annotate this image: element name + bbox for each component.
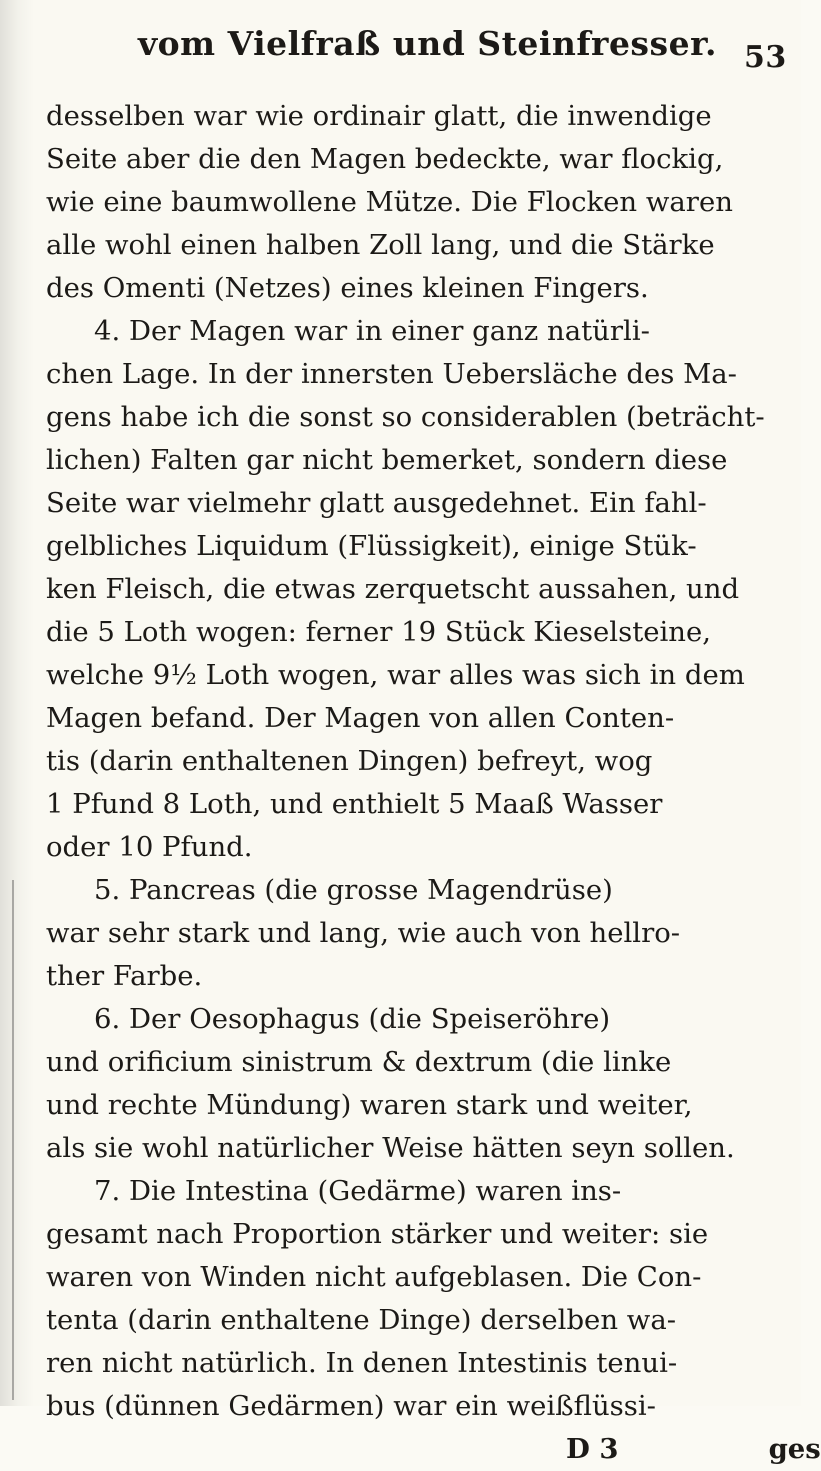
text-line: die 5 Loth wogen: ferner 19 Stück Kieselsteine, [46, 616, 712, 648]
text-line: und rechte Mündung) waren stark und weiter, [46, 1089, 693, 1121]
text-line: 7. Die Intestina (Gedärme) waren ins- [94, 1175, 622, 1207]
text-line: des Omenti (Netzes) eines kleinen Fingers. [46, 272, 649, 304]
gutter-shadow [12, 880, 14, 1400]
text-line: war sehr stark und lang, wie auch von hellro- [46, 917, 681, 949]
text-line: Magen befand. Der Magen von allen Conten- [46, 702, 675, 734]
catchword: ges [768, 1433, 821, 1465]
running-header [138, 18, 787, 78]
text-line: tenta (darin enthaltene Dinge) derselben wa- [46, 1304, 677, 1336]
text-line: Seite aber die den Magen bedeckte, war flockig, [46, 143, 724, 175]
running-title: vom Vielfraß und Steinfresser. [138, 24, 717, 63]
text-line: chen Lage. In der innersten Uebersläche des Ma- [46, 358, 737, 390]
text-line: 6. Der Oesophagus (die Speiseröhre) [94, 1003, 611, 1035]
text-line: ren nicht natürlich. In denen Intestinis tenui- [46, 1347, 678, 1379]
text-line: ken Fleisch, die etwas zerquetscht aussahen, und [46, 573, 740, 605]
text-line: bus (dünnen Gedärmen) war ein weißflüssi- [46, 1390, 656, 1422]
signature-mark: D 3 [566, 1433, 619, 1465]
text-line: tis (darin enthaltenen Dingen) befreyt, wog [46, 745, 653, 777]
page-number: 53 [744, 40, 787, 75]
text-line: alle wohl einen halben Zoll lang, und die Stärke [46, 229, 715, 261]
text-line: welche 9½ Loth wogen, war alles was sich in dem [46, 659, 745, 691]
catchline [46, 1428, 821, 1471]
text-line: 4. Der Magen war in einer ganz natürli- [94, 315, 650, 347]
text-line: oder 10 Pfund. [46, 831, 253, 863]
text-line: Seite war vielmehr glatt ausgedehnet. Ein fahl- [46, 487, 707, 519]
text-line: gesamt nach Proportion stärker und weiter: sie [46, 1218, 709, 1250]
text-line: als sie wohl natürlicher Weise hätten seyn sollen. [46, 1132, 735, 1164]
text-line: 5. Pancreas (die grosse Magendrüse) [94, 874, 613, 906]
text-line: gens habe ich die sonst so considerablen (beträcht- [46, 401, 765, 433]
text-line: waren von Winden nicht aufgeblasen. Die Con- [46, 1261, 702, 1293]
text-line: gelbliches Liquidum (Flüssigkeit), einige Stük- [46, 530, 697, 562]
text-line: wie eine baumwollene Mütze. Die Flocken waren [46, 186, 733, 218]
text-line: und orificium sinistrum & dextrum (die linke [46, 1046, 672, 1078]
text-line: desselben war wie ordinair glatt, die inwendige [46, 100, 712, 132]
text-line: ther Farbe. [46, 960, 203, 992]
text-line: 1 Pfund 8 Loth, und enthielt 5 Maaß Wasser [46, 788, 663, 820]
body-text [46, 95, 821, 1471]
text-line: lichen) Falten gar nicht bemerket, sondern diese [46, 444, 728, 476]
